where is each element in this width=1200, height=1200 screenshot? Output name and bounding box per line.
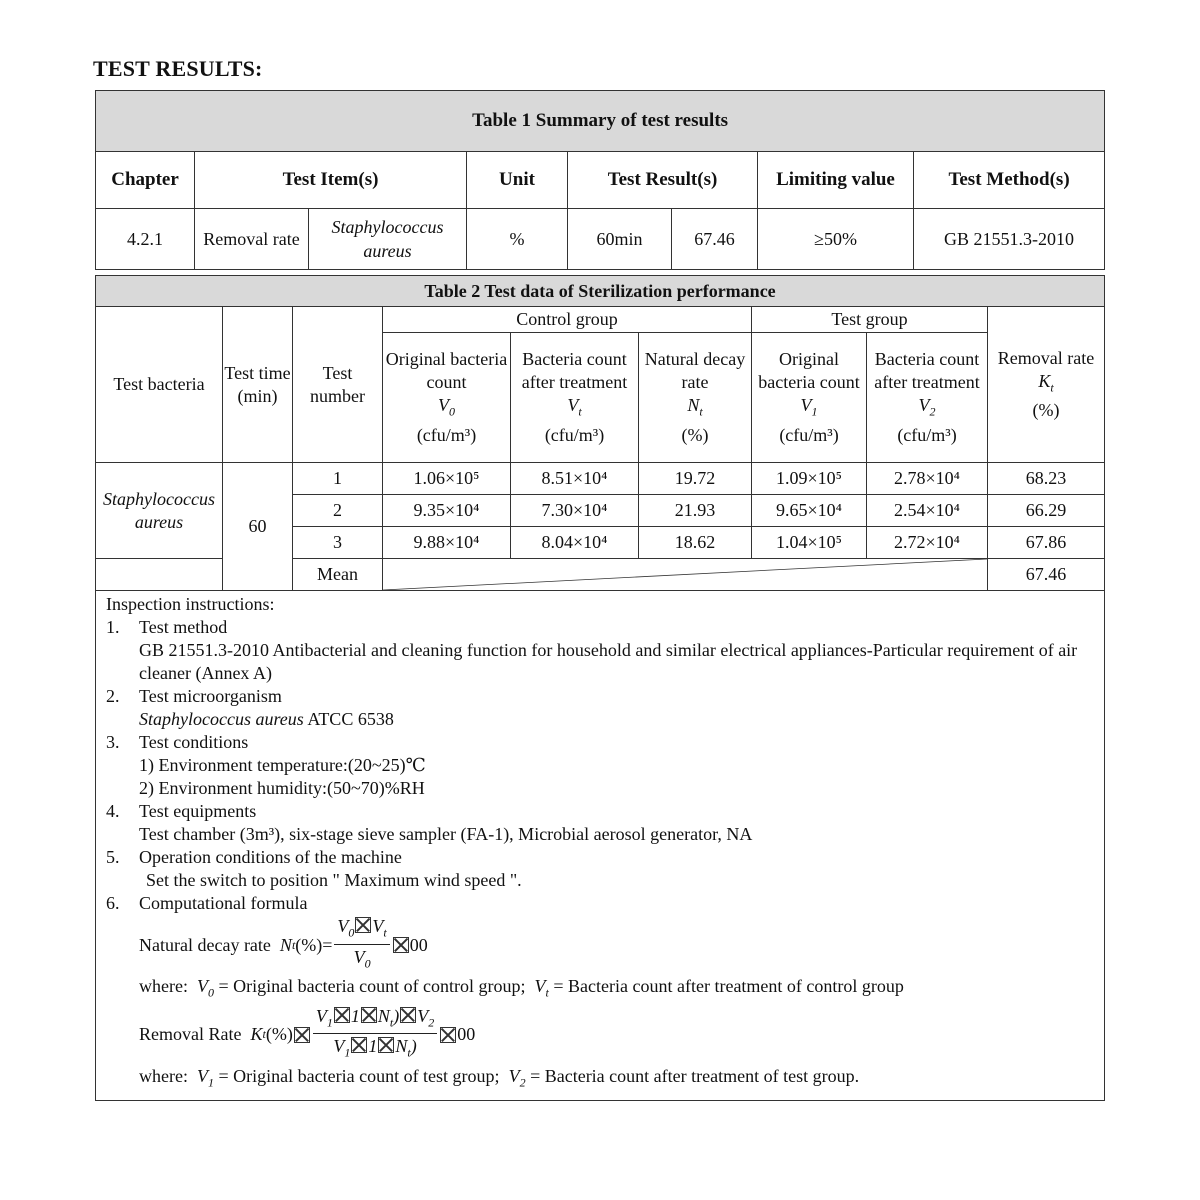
t2-cell: 1 <box>293 463 383 495</box>
t2-cell: 8.51×10⁴ <box>511 463 639 495</box>
t2-control-group: Control group <box>383 307 752 333</box>
sterilization-table <box>95 275 1105 1101</box>
t1-item-b: Staphylococcus aureus <box>309 209 467 270</box>
formula-removal-rate: Removal Rate K t (%) $\frac{V_1 1 N_t) V_2}{V_1 1 N_t)}$ 00 <box>139 1005 476 1060</box>
t2-cell: 18.62 <box>639 527 752 559</box>
t2-col-removal <box>988 307 1105 463</box>
t2-cell: 7.30×10⁴ <box>511 495 639 527</box>
t2-cell: 1.06×10⁵ <box>383 463 511 495</box>
t2-removal-symbol: $K_t$ <box>1038 370 1054 395</box>
t2-mean-value: 67.46 <box>988 559 1105 591</box>
t1-unit: % <box>467 209 568 270</box>
t2-cell: 66.29 <box>988 495 1105 527</box>
t2-removal-unit: (%) <box>1032 400 1060 421</box>
t2-cell: 68.23 <box>988 463 1105 495</box>
t2-cell: 2.72×10⁴ <box>867 527 988 559</box>
t2-cell: 67.86 <box>988 527 1105 559</box>
t2-removal-label: Removal rate <box>997 347 1095 368</box>
t2-col-t-after: Bacteria count after treatment $V_2$ (cfu/m³) <box>867 333 988 463</box>
t2-cell: 8.04×10⁴ <box>511 527 639 559</box>
t2-col-decay: Natural decay rate $N_t$ (%) <box>639 333 752 463</box>
t2-cell: 9.65×10⁴ <box>752 495 867 527</box>
t2-cell: 2 <box>293 495 383 527</box>
t1-method: GB 21551.3-2010 <box>914 209 1105 270</box>
t2-cell: 1.04×10⁵ <box>752 527 867 559</box>
table-row <box>96 463 1105 495</box>
t2-test-group: Test group <box>752 307 988 333</box>
t1-item-a: Removal rate <box>195 209 309 270</box>
t2-cell: 19.72 <box>639 463 752 495</box>
t2-bacteria: Staphylococcus aureus <box>96 463 223 559</box>
t2-cell: 9.88×10⁴ <box>383 527 511 559</box>
t1-chapter: 4.2.1 <box>96 209 195 270</box>
page-heading: TEST RESULTS: <box>93 56 263 81</box>
t1-col-result: Test Result(s) <box>568 152 758 209</box>
t2-col-c-after: Bacteria count after treatment $V_t$ (cfu/m³) <box>511 333 639 463</box>
t2-cell: 2.78×10⁴ <box>867 463 988 495</box>
t1-time: 60min <box>568 209 672 270</box>
t2-time: 60 <box>223 463 293 591</box>
t1-col-chapter: Chapter <box>96 152 195 209</box>
t1-result: 67.46 <box>672 209 758 270</box>
inspection-instructions: Inspection instructions: 1. Test method GB 21551.3-2010 Antibacterial and cleaning function for household and similar electrical appliances-Particular requirement of air cleaner (Annex A) 2. Test microorganism Staphylococcus aureus ATCC 6538 3. Test conditions 1) Environment temperature:(20~25)℃ 2) Environment humidity:(50~70)%RH 4. Test equipments Test chamber (3m³), six-stage sieve sampler (FA-1), Microbial aerosol generator, NA 5. Operation conditions of the machine Set the switch to position " Maximum wind speed ". 6. Computational formula Natural decay rate N t (%)= $\frac{V_0 V_t}{V_0}$ 00 where: $V_0$ = Original bacteria count of control group; $V_t$ = Bacteria count after treatment of control group Removal Rate K t (%) $\frac{V_1 1 N_t) V_2}{V_1 1 N_t)}$ 00 where: $V_1$ = Original bacteria count of test group; $V_2$ = Bacteria count after treatment of test group. <box>96 591 1105 1101</box>
t2-mean-label: Mean <box>293 559 383 591</box>
t2-col-time: Test time (min) <box>223 307 293 463</box>
t2-cell: 21.93 <box>639 495 752 527</box>
t2-col-c-orig: Original bacteria count $V_0$ (cfu/m³) <box>383 333 511 463</box>
table-row <box>96 209 1105 270</box>
table1-caption: Table 1 Summary of test results <box>96 91 1105 152</box>
t2-cell: 3 <box>293 527 383 559</box>
summary-table <box>95 90 1105 270</box>
t2-cell: 2.54×10⁴ <box>867 495 988 527</box>
t2-col-t-orig: Original bacteria count $V_1$ (cfu/m³) <box>752 333 867 463</box>
t1-col-item: Test Item(s) <box>195 152 467 209</box>
t2-cell: 9.35×10⁴ <box>383 495 511 527</box>
t2-col-number: Test number <box>293 307 383 463</box>
t1-limit: ≥50% <box>758 209 914 270</box>
t1-col-method: Test Method(s) <box>914 152 1105 209</box>
t2-mean-empty <box>383 559 988 591</box>
t2-cell: 1.09×10⁵ <box>752 463 867 495</box>
t1-col-limit: Limiting value <box>758 152 914 209</box>
formula-natural-decay: Natural decay rate N t (%)= $\frac{V_0 V_t}{V_0}$ 00 <box>139 915 428 971</box>
t2-col-bacteria: Test bacteria <box>96 307 223 463</box>
t1-col-unit: Unit <box>467 152 568 209</box>
table2-caption: Table 2 Test data of Sterilization performance <box>96 276 1105 307</box>
